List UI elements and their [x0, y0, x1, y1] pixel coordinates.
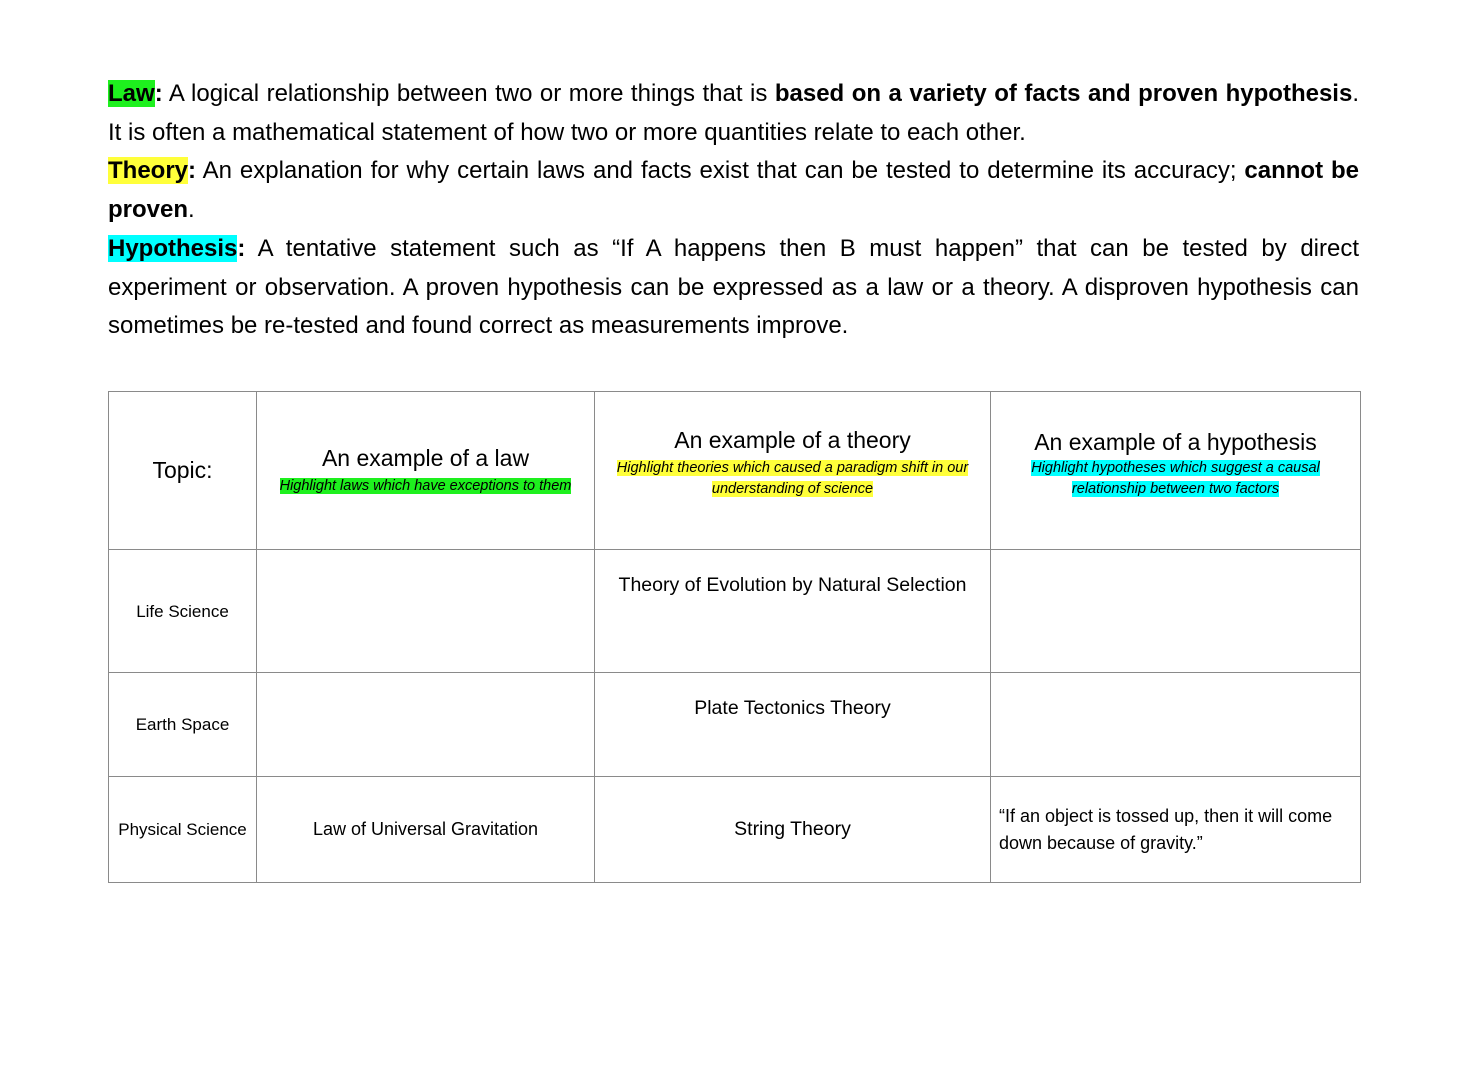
header-row	[109, 392, 1361, 550]
law-cell	[257, 673, 595, 777]
row-topic: Earth Space	[109, 673, 257, 777]
hypothesis-cell	[991, 550, 1361, 673]
table-row	[109, 550, 1361, 673]
hypothesis-cell: “If an object is tossed up, then it will come down because of gravity.”	[991, 777, 1361, 883]
law-note: Highlight laws which have exceptions to them	[279, 477, 572, 494]
law-definition: Law: A logical relationship between two or more things that is based on a variety of facts and proven hypothesis. It is often a mathematical statement of how two or more quantities relate to each other.	[108, 80, 1359, 146]
theory-term: Theory	[108, 157, 189, 185]
hypothesis-term: Hypothesis	[108, 234, 238, 262]
hypothesis-header: An example of a hypothesis Highlight hypotheses which suggest a causal relationship between two factors	[991, 392, 1361, 550]
theory-cell: Theory of Evolution by Natural Selection	[595, 550, 991, 673]
theory-header: An example of a theory Highlight theories which caused a paradigm shift in our understanding of science	[595, 392, 991, 550]
table-row	[109, 777, 1361, 883]
definitions	[108, 75, 1359, 346]
law-cell	[257, 550, 595, 673]
theory-cell: Plate Tectonics Theory	[595, 673, 991, 777]
examples-table	[108, 391, 1361, 883]
row-topic: Life Science	[109, 550, 257, 673]
theory-note: Highlight theories which caused a paradigm shift in our understanding of science	[616, 460, 969, 497]
hypothesis-cell	[991, 673, 1361, 777]
law-term: Law	[108, 80, 155, 107]
table-row	[109, 673, 1361, 777]
law-header: An example of a law Highlight laws which have exceptions to them	[257, 392, 595, 550]
topic-header: Topic:	[109, 392, 257, 550]
hypothesis-note: Highlight hypotheses which suggest a causal relationship between two factors	[1031, 460, 1320, 497]
theory-definition: Theory: An explanation for why certain laws and facts exist that can be tested to determine its accuracy; cannot be proven.	[108, 157, 1360, 224]
hypothesis-definition: Hypothesis: A tentative statement such as “If A happens then B must happen” that can be tested by direct experiment or observation. A proven hypothesis can be expressed as a law or a theory. A disproven hypothesis can sometimes be re-tested and found correct as measurements improve.	[108, 234, 1359, 340]
theory-cell: String Theory	[595, 777, 991, 883]
law-cell: Law of Universal Gravitation	[257, 777, 595, 883]
row-topic: Physical Science	[109, 777, 257, 883]
